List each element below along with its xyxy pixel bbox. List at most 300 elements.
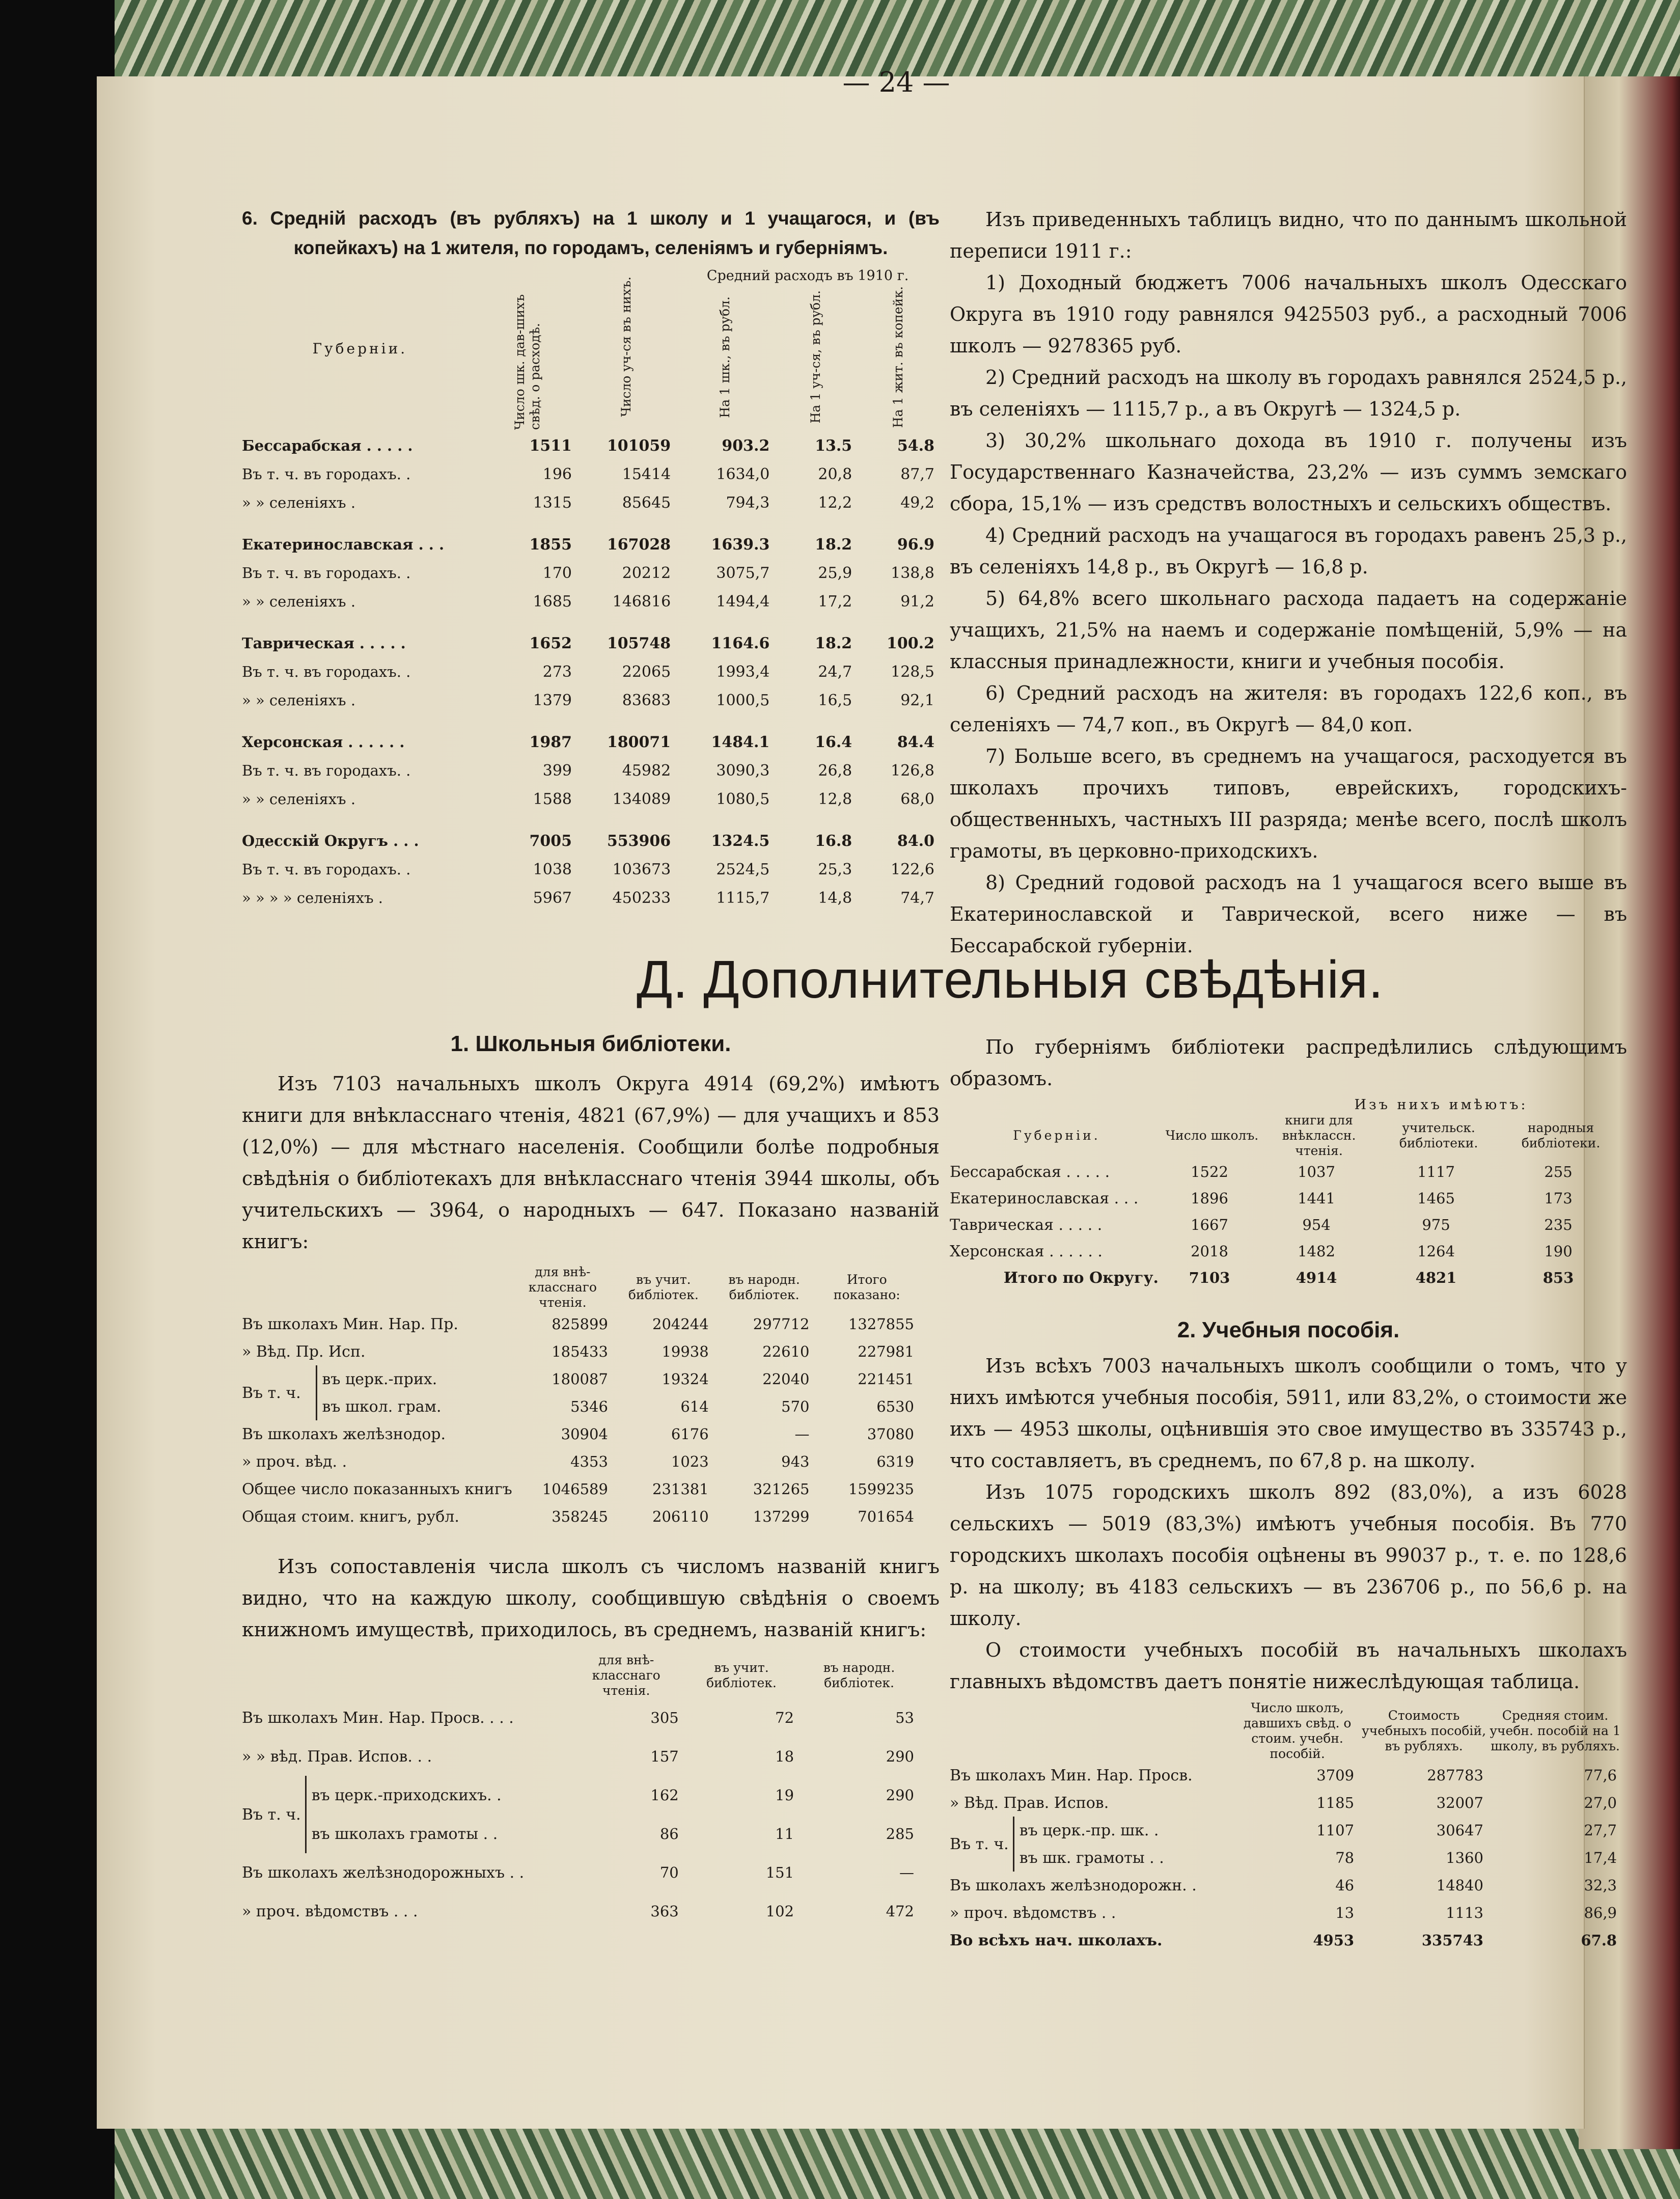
table-row [242, 1310, 919, 1338]
group-label: Въ т. ч. [950, 1817, 1013, 1872]
row-label: » » селенiяхъ . [242, 494, 356, 512]
table-row [242, 1776, 919, 1815]
table-cell: 151 [765, 1864, 794, 1881]
table-cell: 11 [775, 1825, 794, 1843]
table-cell: 16.8 [815, 832, 852, 850]
row-label: » » » » селенiяхъ . [242, 889, 383, 907]
table-row [242, 827, 940, 855]
col-header: для внѣ-класснаго чтенiя. [528, 1265, 597, 1310]
table-cell: 1080,5 [716, 790, 770, 808]
row-label: въ шк. грамоты . . [1019, 1849, 1164, 1867]
col-header-per-school: На 1 шк., въ рубл. [718, 296, 733, 418]
aids-para3: О стоимости учебныхъ пособiй въ начальныхъ школахъ главныхъ вѣдомствъ даетъ понятiе нижеслѣдующая таблица. [950, 1639, 1627, 1693]
row-label: Въ школахъ желѣзнодорожн. . [950, 1876, 1197, 1894]
table-cell: 170 [542, 564, 572, 582]
row-label: Таврическая . . . . . [242, 635, 406, 652]
col-header: Губернiи. [1013, 1128, 1100, 1143]
table-row [950, 1872, 1622, 1899]
libraries-by-gubernia-table [950, 1097, 1622, 1291]
table-cell: 6319 [876, 1453, 914, 1470]
table-cell: 78 [1335, 1849, 1355, 1866]
table-cell: 13.5 [815, 436, 852, 455]
table-6-title: 6. Среднiй расходъ (въ рубляхъ) на 1 школу и 1 учащагося, и (въ копейкахъ) на 1 жителя, по городамъ, селенiямъ и губернiямъ. [242, 208, 940, 258]
group-label: Въ т. ч. [242, 1776, 306, 1853]
table-cell: 173 [1544, 1190, 1573, 1207]
table-cell: 2524,5 [716, 860, 770, 878]
table-cell: 3709 [1316, 1767, 1355, 1784]
table-cell: 1185 [1316, 1794, 1355, 1811]
table-row [950, 1159, 1622, 1185]
row-label: Херсонская . . . . . . [242, 733, 405, 751]
row-label: Общая стоим. книгъ, рубл. [242, 1507, 459, 1526]
table-cell: — [899, 1864, 914, 1881]
table-cell: 37080 [867, 1425, 914, 1443]
table-row [242, 1853, 919, 1892]
row-label: » Вѣд. Пр. Исп. [242, 1342, 366, 1361]
table-cell: 157 [650, 1748, 679, 1765]
table-cell: 1484.1 [711, 733, 770, 751]
table-cell: 68,0 [900, 790, 934, 808]
table-row [242, 785, 940, 813]
row-label: въ церк.-прих. [322, 1370, 437, 1388]
col-header: Число школъ, давшихъ свѣд. о стоим. учебн. пособiй. [1243, 1700, 1352, 1761]
table-row [242, 1393, 919, 1420]
col-header: въ учит. библiотек. [706, 1660, 777, 1690]
titles-per-school-table [242, 1653, 919, 1931]
table-row [950, 1185, 1622, 1212]
row-label: Итого по Округу. [1003, 1269, 1159, 1287]
table-cell: 30904 [561, 1425, 608, 1443]
table-cell: 321265 [753, 1480, 810, 1498]
table-cell: 1482 [1298, 1243, 1335, 1260]
table-cell: 86,9 [1584, 1904, 1617, 1921]
table-cell: 67.8 [1581, 1932, 1617, 1949]
table-cell: 399 [542, 761, 572, 780]
col-header-gubernii: Губернiи. [312, 340, 408, 358]
table-row [242, 1503, 919, 1530]
table-row [950, 1844, 1622, 1872]
table-cell: 13 [1335, 1904, 1355, 1921]
table-row [950, 1899, 1622, 1927]
table-cell: 46 [1335, 1877, 1355, 1894]
row-label: » проч. вѣдомствъ . . . [242, 1902, 418, 1920]
table-cell: 1164.6 [711, 634, 770, 652]
table-row [242, 530, 940, 559]
table-cell: 27,0 [1584, 1794, 1617, 1811]
col-header-schools: Число шк. дав-шихъ свѣд. о расходѣ. [512, 294, 542, 430]
row-label: » » селенiяхъ . [242, 790, 356, 808]
table-cell: 1046589 [542, 1480, 608, 1498]
table-cell: 19 [775, 1786, 794, 1804]
table-cell: 19938 [662, 1343, 709, 1360]
table-cell: 20212 [622, 564, 671, 582]
table-cell: 7005 [529, 832, 572, 850]
table-row [242, 1892, 919, 1931]
table-row [242, 587, 940, 616]
libraries-right-intro: По губернiямъ библiотеки распредѣлились слѣдующимъ образомъ. [950, 1036, 1627, 1090]
table-cell: 3075,7 [716, 564, 770, 582]
table-cell: 206110 [652, 1508, 709, 1525]
conclusion-item: 8) Средний годовой расходъ на 1 учащагося всего выше въ Екатеринославской и Таврической, всего ниже — въ Бессарабской губернiи. [950, 871, 1627, 957]
table-cell: 2018 [1191, 1243, 1228, 1260]
table-cell: 472 [886, 1903, 914, 1920]
table-cell: 18 [775, 1748, 794, 1765]
table-cell: 975 [1422, 1216, 1450, 1233]
table-cell: 101059 [607, 436, 671, 455]
table-cell: 105748 [607, 634, 671, 652]
row-label: Въ школахъ желѣзнодор. [242, 1425, 446, 1443]
table-row [242, 1737, 919, 1776]
table-cell: 614 [680, 1398, 709, 1415]
row-label: Въ т. ч. въ городахъ. . [242, 861, 411, 878]
table-cell: 701654 [858, 1508, 914, 1525]
col-header: въ народн. библiотек. [823, 1660, 895, 1690]
col-header: въ учит. библiотек. [628, 1272, 699, 1302]
table-cell: 15414 [622, 465, 671, 483]
table-cell: 137299 [753, 1508, 810, 1525]
table-cell: 1993,4 [716, 663, 770, 681]
row-label: въ церк.-приходскихъ. . [311, 1786, 502, 1804]
table-cell: 6530 [876, 1398, 914, 1415]
table-cell: 290 [886, 1786, 914, 1804]
table-cell: 22610 [762, 1343, 810, 1360]
row-label: въ школахъ грамоты . . [311, 1825, 498, 1843]
table-row [242, 1338, 919, 1365]
table-row [950, 1817, 1622, 1844]
table-cell: 235 [1544, 1216, 1573, 1233]
table-cell: 12,8 [818, 790, 852, 808]
row-label: Таврическая . . . . . [950, 1216, 1103, 1234]
libraries-para2: Изъ сопоставленiя числа школъ съ числомъ названiй книгъ видно, что на каждую школу, сообщившую свѣдѣнiя о своемъ книжномъ имуществѣ, приходилось, въ среднемъ, названiй книгъ: [242, 1555, 940, 1641]
table-cell: 14,8 [818, 889, 852, 907]
table-cell: 126,8 [891, 761, 934, 780]
table-cell: 297712 [753, 1315, 810, 1333]
table-cell: 450233 [612, 889, 671, 907]
table-cell: 1652 [529, 634, 572, 652]
col-header: для внѣ-класснаго чтенiя. [592, 1653, 660, 1698]
table-cell: 1000,5 [716, 691, 770, 709]
libraries-block [242, 1031, 940, 1931]
conclusion-item: 2) Средний расходъ на школу въ городахъ равнялся 2524,5 р., въ селенiяхъ — 1115,7 р., а въ Округѣ — 1324,5 р. [950, 366, 1627, 420]
table-cell: 70 [659, 1864, 679, 1881]
col-header: народныя библiотеки. [1521, 1120, 1601, 1150]
table-cell: 30647 [1436, 1822, 1483, 1839]
table-cell: 180071 [607, 733, 671, 751]
table-cell: 1023 [671, 1453, 709, 1470]
table-cell: 285 [886, 1825, 914, 1843]
table-cell: 12,2 [818, 493, 852, 512]
table-row [242, 460, 940, 488]
libraries-right-block [950, 1031, 1627, 1954]
conclusion-item: 6) Средний расходъ на жителя: въ городахъ 122,6 коп., въ селенiяхъ — 74,7 коп., въ Округѣ — 84,0 коп. [950, 682, 1627, 736]
table-cell: 1037 [1298, 1163, 1335, 1180]
table-cell: 954 [1302, 1216, 1331, 1233]
table-cell: 27,7 [1584, 1822, 1617, 1839]
aids-title: 2. Учебныя пособiя. [1177, 1317, 1400, 1342]
row-label: въ церк.-пр. шк. . [1019, 1821, 1159, 1839]
row-label: Одесскiй Округъ . . . [242, 832, 419, 850]
table-cell: 570 [781, 1398, 810, 1415]
row-label: Общее число показанныхъ книгъ [242, 1480, 512, 1498]
expense-table [242, 266, 940, 912]
table-cell: 1315 [533, 493, 572, 512]
table-cell: 1896 [1191, 1190, 1228, 1207]
conclusion-item: 1) Доходный бюджетъ 7006 начальныхъ школъ Одесскаго Округа въ 1910 году равнялся 9425503 руб., а расходный 7006 школъ — 9278365 руб. [950, 271, 1627, 357]
table-cell: 794,3 [726, 493, 770, 512]
aids-para2: Изъ 1075 городскихъ школъ 892 (83,0%), а изъ 6028 сельскихъ — 5019 (83,3%) имѣютъ учебныя пособiя. Въ 770 городскихъ школахъ пособiя оцѣнены въ 99037 р., т. е. по 128,6 р. на школу; въ 4183 сельскихъ — въ 236706 р., по 56,6 р. на школу. [950, 1481, 1627, 1630]
row-label: Въ школахъ Мин. Нар. Просв. . . . [242, 1709, 514, 1727]
table-cell: 1639.3 [711, 535, 770, 554]
row-label: Въ т. ч. въ городахъ. . [242, 564, 411, 582]
table-row [242, 855, 940, 884]
row-label: Екатеринославская . . . [242, 536, 445, 554]
table-cell: 4953 [1313, 1932, 1355, 1949]
table-cell: 22065 [622, 663, 671, 681]
table-cell: 255 [1544, 1163, 1573, 1180]
table-row [950, 1927, 1622, 1954]
table-row [242, 1475, 919, 1503]
table-row [242, 1420, 919, 1448]
table-cell: 74,7 [900, 889, 934, 907]
table-cell: 1465 [1417, 1190, 1455, 1207]
table-cell: 1113 [1446, 1904, 1483, 1921]
table-cell: 84.4 [897, 733, 934, 751]
conclusion-item: 5) 64,8% всего школьнаго расхода падаетъ на содержанiе учащихъ, 21,5% на наемъ и содержанiе помѣщенiй, 5,9% — на классныя принадлежности, книги и учебныя пособiя. [950, 587, 1627, 673]
table-cell: 204244 [652, 1315, 709, 1333]
col-group-header: Средний расходъ въ 1910 г. [706, 268, 909, 284]
table-cell: 162 [650, 1786, 679, 1804]
table-cell: 903.2 [722, 436, 770, 455]
conclusions-block [950, 204, 1627, 961]
table-row [242, 629, 940, 657]
table-cell: 91,2 [900, 592, 934, 611]
table-cell: 227981 [858, 1343, 914, 1360]
table-cell: 1667 [1191, 1216, 1228, 1233]
table-cell: 290 [886, 1748, 914, 1765]
table-row [950, 1265, 1622, 1291]
table-cell: 7103 [1189, 1269, 1230, 1286]
table-cell: 49,2 [900, 493, 934, 512]
table-cell: 1117 [1417, 1163, 1455, 1180]
table-row [242, 657, 940, 686]
table-cell: — [794, 1425, 810, 1443]
row-label: » » вѣд. Прав. Испов. . . [242, 1747, 432, 1766]
table-row [242, 431, 940, 460]
col-header: Стоимость учебныхъ пособiй, въ рубляхъ. [1362, 1708, 1486, 1753]
table-cell: 19324 [662, 1370, 709, 1388]
col-header: въ народн. библiотек. [728, 1272, 800, 1302]
libraries-group-header: Изъ нихъ имѣютъ: [1354, 1097, 1528, 1113]
row-label: » проч. вѣдомствъ . . [950, 1904, 1116, 1922]
table-cell: 86 [659, 1825, 679, 1843]
table-cell: 553906 [607, 832, 671, 850]
row-label: » » селенiяхъ . [242, 692, 356, 709]
table-cell: 167028 [607, 535, 671, 554]
table-cell: 1855 [529, 535, 572, 554]
table-cell: 122,6 [891, 860, 934, 878]
table-cell: 1038 [533, 860, 572, 878]
table-cell: 26,8 [818, 761, 852, 780]
table-cell: 943 [781, 1453, 810, 1470]
table-cell: 32007 [1436, 1794, 1483, 1811]
table-cell: 18.2 [815, 535, 852, 554]
table-cell: 16,5 [818, 691, 852, 709]
table-cell: 17,4 [1584, 1849, 1617, 1866]
table-6-block [242, 204, 940, 912]
table-row [242, 1815, 919, 1853]
section-title: Д. Дополнительныя свѣдѣнiя. [637, 950, 1384, 1009]
table-cell: 96.9 [897, 535, 934, 554]
table-cell: 18.2 [815, 634, 852, 652]
table-cell: 273 [542, 663, 572, 681]
row-label: Въ школахъ желѣзнодорожныхъ . . [242, 1863, 525, 1882]
table-cell: 102 [765, 1903, 794, 1920]
table-cell: 358245 [552, 1508, 608, 1525]
table-cell: 1107 [1316, 1822, 1355, 1839]
row-label: Въ школахъ Мин. Нар. Просв. [950, 1766, 1193, 1784]
aids-cost-table [950, 1700, 1622, 1954]
table-cell: 825899 [552, 1315, 608, 1333]
table-row [242, 728, 940, 756]
table-cell: 1511 [529, 436, 572, 455]
table-cell: 853 [1543, 1269, 1574, 1286]
table-cell: 1685 [533, 592, 572, 611]
table-row [242, 559, 940, 587]
conclusion-item: 4) Средний расходъ на учащагося въ городахъ равенъ 25,3 р., въ селенiяхъ 14,8 р., въ Округѣ — 16,8 р. [950, 524, 1627, 578]
row-label: Екатеринославская . . . [950, 1189, 1139, 1207]
row-gap [242, 813, 940, 827]
group-label: Въ т. ч. [242, 1365, 316, 1420]
col-header-per-resident: На 1 жит. въ копейк. [891, 286, 906, 428]
table-cell: 146816 [612, 592, 671, 611]
col-header-per-pupil: На 1 уч-ся, въ рубл. [808, 290, 823, 424]
table-cell: 1522 [1191, 1163, 1228, 1180]
page-number: — 24 — [842, 66, 950, 98]
table-row [950, 1789, 1622, 1817]
row-label: » Вѣд. Прав. Испов. [950, 1794, 1109, 1812]
table-cell: 4353 [570, 1453, 608, 1470]
table-row [242, 686, 940, 714]
table-cell: 25,3 [818, 860, 852, 878]
table-cell: 221451 [858, 1370, 914, 1388]
table-cell: 1588 [533, 790, 572, 808]
row-label: Во всѣхъ нач. школахъ. [950, 1931, 1163, 1949]
table-cell: 335743 [1421, 1932, 1483, 1949]
table-cell: 185433 [552, 1343, 608, 1360]
row-label: » проч. вѣд. . [242, 1452, 347, 1471]
table-cell: 24,7 [818, 663, 852, 681]
row-gap [242, 517, 940, 530]
table-cell: 54.8 [897, 436, 934, 455]
table-cell: 22040 [762, 1370, 810, 1388]
conclusions-intro: Изъ приведенныхъ таблицъ видно, что по даннымъ школьной переписи 1911 г.: [950, 208, 1627, 262]
table-cell: 6176 [671, 1425, 709, 1443]
table-cell: 1324.5 [711, 832, 770, 850]
table-cell: 134089 [612, 790, 671, 808]
table-cell: 14840 [1436, 1877, 1483, 1894]
conclusion-item: 3) 30,2% школьнаго дохода въ 1910 г. получены изъ Государственнаго Казначейства, 23,2% — изъ суммъ земскаго сбора, 15,1% — изъ средствъ волостныхъ и сельскихъ обществъ. [950, 429, 1627, 515]
table-cell: 1327855 [848, 1315, 914, 1333]
table-cell: 32,3 [1584, 1877, 1617, 1894]
table-row [242, 488, 940, 517]
table-row [242, 1698, 919, 1737]
table-cell: 20,8 [818, 465, 852, 483]
table-cell: 72 [775, 1709, 794, 1726]
libraries-title: 1. Школьныя библiотеки. [450, 1031, 731, 1056]
table-cell: 5346 [570, 1398, 608, 1415]
table-row [950, 1762, 1622, 1789]
table-cell: 363 [650, 1903, 679, 1920]
table-cell: 103673 [612, 860, 671, 878]
table-cell: 92,1 [900, 691, 934, 709]
libraries-para1: Изъ 7103 начальныхъ школъ Округа 4914 (69,2%) имѣютъ книги для внѣкласснаго чтенiя, 4821 (67,9%) — для учащихъ и 853 (12,0%) — для мѣстнаго населенiя. Сообщили болѣе подробныя свѣдѣнiя о библiотекахъ для внѣкласснаго чтенiя 3944 школы, объ учительскихъ — 3964, о народныхъ — 647. Показано названiй книгъ: [242, 1073, 940, 1253]
table-cell: 1494,4 [716, 592, 770, 611]
row-label: Въ т. ч. въ городахъ. . [242, 465, 411, 483]
table-cell: 16.4 [815, 733, 852, 751]
table-cell: 1441 [1298, 1190, 1335, 1207]
conclusion-item: 7) Больше всего, въ среднемъ на учащагося, расходуется въ школахъ прочихъ типовъ, еврейскихъ, городскихъ-общественныхъ, частныхъ III разряда; менѣе всего, послѣ школъ грамоты, въ церковно-приходскихъ. [950, 745, 1627, 862]
col-header: Итого показано: [833, 1272, 900, 1302]
table-cell: 4821 [1415, 1269, 1457, 1286]
table-cell: 25,9 [818, 564, 852, 582]
table-row [950, 1238, 1622, 1265]
table-cell: 1264 [1417, 1243, 1455, 1260]
col-header: Средняя стоим. учебн. пособiй на 1 школу, въ рубляхъ. [1490, 1708, 1621, 1753]
row-label: въ школ. грам. [322, 1397, 442, 1416]
table-cell: 83683 [622, 691, 671, 709]
book-titles-table [242, 1265, 919, 1530]
table-cell: 305 [650, 1709, 679, 1726]
table-cell: 77,6 [1584, 1767, 1617, 1784]
table-cell: 17,2 [818, 592, 852, 611]
table-cell: 1115,7 [716, 889, 770, 907]
row-label: » » селенiяхъ . [242, 593, 356, 611]
col-header: учительск. библiотеки. [1399, 1120, 1478, 1150]
table-cell: 231381 [652, 1480, 709, 1498]
table-row [242, 1448, 919, 1475]
table-cell: 196 [542, 465, 572, 483]
table-row [242, 756, 940, 785]
table-cell: 1360 [1446, 1849, 1483, 1866]
table-cell: 190 [1544, 1243, 1573, 1260]
row-label: Бессарабская . . . . . [950, 1163, 1110, 1181]
table-cell: 1987 [529, 733, 572, 751]
table-cell: 53 [895, 1709, 914, 1726]
conclusions-list [950, 267, 1627, 961]
table-cell: 128,5 [891, 663, 934, 681]
row-gap [242, 616, 940, 629]
row-label: Въ школахъ Мин. Нар. Пр. [242, 1315, 458, 1333]
table-cell: 4914 [1296, 1269, 1337, 1286]
table-cell: 100.2 [887, 634, 934, 652]
row-label: Въ т. ч. въ городахъ. . [242, 663, 411, 681]
row-label: Бессарабская . . . . . [242, 437, 413, 455]
row-gap [242, 714, 940, 728]
table-cell: 85645 [622, 493, 671, 512]
aids-para1: Изъ всѣхъ 7003 начальныхъ школъ сообщили о томъ, что у нихъ имѣются учебныя пособiя, 5911, или 83,2%, о стоимости же ихъ — 4953 школы, оцѣнившiя это свое имущество въ 335743 р., что составляетъ, въ среднемъ, по 67,8 р. на школу. [950, 1355, 1627, 1472]
table-cell: 84.0 [897, 832, 934, 850]
table-cell: 87,7 [900, 465, 934, 483]
col-header: книги для внѣклассн. чтенiя. [1282, 1113, 1356, 1158]
row-label: Въ т. ч. въ городахъ. . [242, 762, 411, 780]
table-cell: 3090,3 [716, 761, 770, 780]
table-cell: 287783 [1427, 1767, 1483, 1784]
table-row [950, 1212, 1622, 1238]
table-row [242, 1365, 919, 1393]
table-cell: 45982 [622, 761, 671, 780]
table-row [242, 884, 940, 912]
row-label: Херсонская . . . . . . [950, 1242, 1103, 1260]
